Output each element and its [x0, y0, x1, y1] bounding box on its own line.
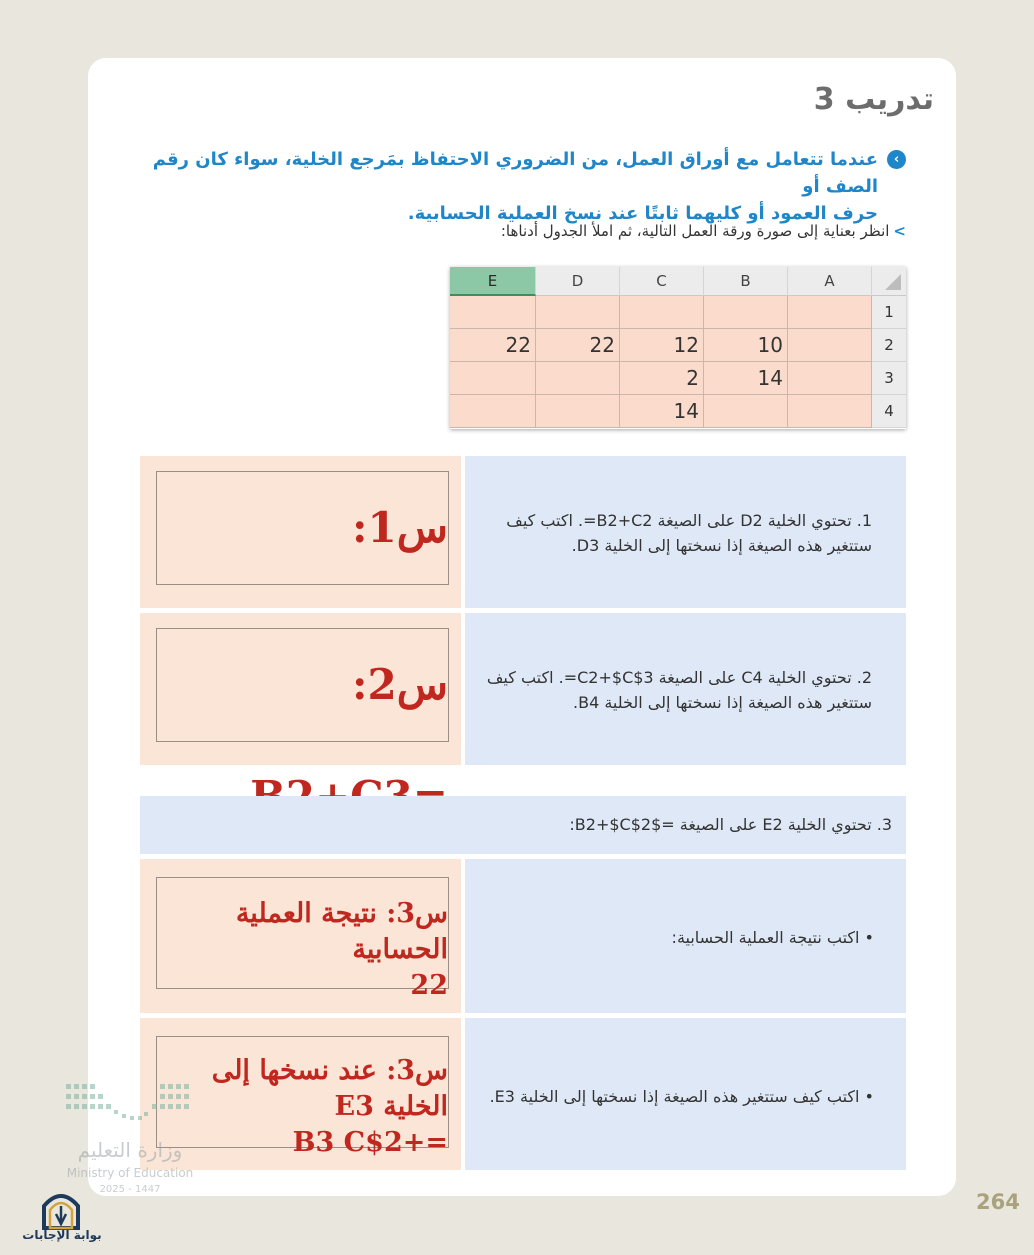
answer-box-1[interactable]: س1: — [156, 471, 449, 585]
question-2-line-2: ستتغير هذه الصيغة إذا نسختها إلى الخلية B4. — [573, 693, 872, 712]
question-cell-1 — [465, 456, 906, 608]
ministry-name-ar: وزارة التعليم — [77, 1138, 183, 1162]
question-row-2 — [140, 613, 906, 765]
ministry-years: 2025 - 1447 — [99, 1184, 161, 1195]
question-1-line-2: ستتغير هذه الصيغة إذا نسختها إلى الخلية D3. — [571, 536, 872, 555]
ministry-watermark — [60, 1080, 200, 1200]
page-title: تدريب 3 — [813, 82, 934, 117]
question-text-3b — [490, 1084, 874, 1109]
row-header-2[interactable]: 2 — [872, 329, 906, 362]
cell-c2[interactable]: 12 — [620, 329, 704, 362]
chevron-right-icon: > — [893, 222, 906, 240]
column-header-a[interactable]: A — [788, 267, 872, 296]
question-3-part-a-row — [140, 859, 906, 1013]
column-header-e[interactable]: E — [450, 267, 536, 296]
cell-e3[interactable] — [450, 362, 536, 395]
ministry-dots-logo-icon — [64, 1080, 198, 1126]
question-3-text: 3. تحتوي الخلية E2 على الصيغة =$B2+$C$2: — [569, 815, 892, 834]
question-text-1 — [506, 508, 872, 558]
chevron-left-icon: ‹ — [887, 150, 906, 169]
answer-box-3a[interactable] — [156, 877, 449, 1001]
column-header-b[interactable]: B — [704, 267, 788, 296]
bullet: • — [859, 1087, 874, 1106]
question-cell-2 — [465, 613, 906, 765]
question-text-3a — [672, 925, 874, 950]
cell-d2[interactable]: 22 — [536, 329, 620, 362]
column-header-d[interactable]: D — [536, 267, 620, 296]
cell-d4[interactable] — [536, 395, 620, 428]
cell-b4[interactable] — [704, 395, 788, 428]
intro-line-2: حرف العمود أو كليهما ثابتًا عند نسخ العملية الحسابية. — [407, 203, 878, 224]
answer-3b-line-1: س3: عند نسخها إلى الخلية E3 — [211, 1055, 448, 1122]
cell-c1[interactable] — [620, 296, 704, 329]
spreadsheet — [450, 267, 906, 429]
row-header-1[interactable]: 1 — [872, 296, 906, 329]
row-header-3[interactable]: 3 — [872, 362, 906, 395]
answer-cell-3a — [140, 859, 461, 1013]
answer-cell-1 — [140, 456, 461, 608]
question-row-1 — [140, 456, 906, 608]
question-3b-label: اكتب كيف ستتغير هذه الصيغة إذا نسختها إلى الخلية E3. — [489, 1087, 860, 1106]
cell-e4[interactable] — [450, 395, 536, 428]
answer-3b-line-2: =+B3 C$2 — [292, 1127, 448, 1158]
answer-cell-2 — [140, 613, 461, 765]
cell-a1[interactable] — [788, 296, 872, 329]
answer-3a-line-1: س3: نتيجة العملية الحسابية — [235, 898, 448, 965]
row-header-4[interactable]: 4 — [872, 395, 906, 428]
site-name: بوابة الإجابات — [22, 1228, 102, 1242]
answer-box-2[interactable]: س2: — [156, 628, 449, 742]
cell-b1[interactable] — [704, 296, 788, 329]
question-2-line-1: 2. تحتوي الخلية C4 على الصيغة C2+$C$3=. اكتب كيف — [486, 668, 872, 687]
instruction-text: انظر بعناية إلى صورة ورقة العمل التالية، ثم املأ الجدول أدناها: — [500, 222, 890, 240]
cell-b3[interactable]: 14 — [704, 362, 788, 395]
cell-a4[interactable] — [788, 395, 872, 428]
bullet: • — [859, 928, 874, 947]
question-cell-3a — [465, 859, 906, 1013]
intro-line-1: عندما تتعامل مع أوراق العمل، من الضروري الاحتفاظ بمَرجع الخلية، سواء كان رقم الصف أو — [152, 149, 878, 197]
question-text-2 — [487, 665, 872, 715]
intro-text — [138, 146, 878, 227]
cell-d3[interactable] — [536, 362, 620, 395]
ministry-name-en: Ministry of Education — [66, 1166, 194, 1180]
cell-a3[interactable] — [788, 362, 872, 395]
cell-e2[interactable]: 22 — [450, 329, 536, 362]
cell-d1[interactable] — [536, 296, 620, 329]
question-3a-label: اكتب نتيجة العملية الحسابية: — [671, 928, 860, 947]
page-number: 264 — [976, 1190, 1020, 1214]
cell-b2[interactable]: 10 — [704, 329, 788, 362]
question-3-header — [140, 796, 906, 854]
cell-c3[interactable]: 2 — [620, 362, 704, 395]
question-cell-3b — [465, 1018, 906, 1170]
answer-3a-line-2: 22 — [410, 970, 448, 1001]
instruction — [501, 222, 906, 240]
column-header-c[interactable]: C — [620, 267, 704, 296]
cell-e1[interactable] — [450, 296, 536, 329]
select-all-corner[interactable] — [872, 267, 906, 296]
question-3-part-b-row — [140, 1018, 906, 1170]
question-1-line-1: 1. تحتوي الخلية D2 على الصيغة B2+C2=. اكتب كيف — [506, 511, 872, 530]
cell-c4[interactable]: 14 — [620, 395, 704, 428]
cell-a2[interactable] — [788, 329, 872, 362]
